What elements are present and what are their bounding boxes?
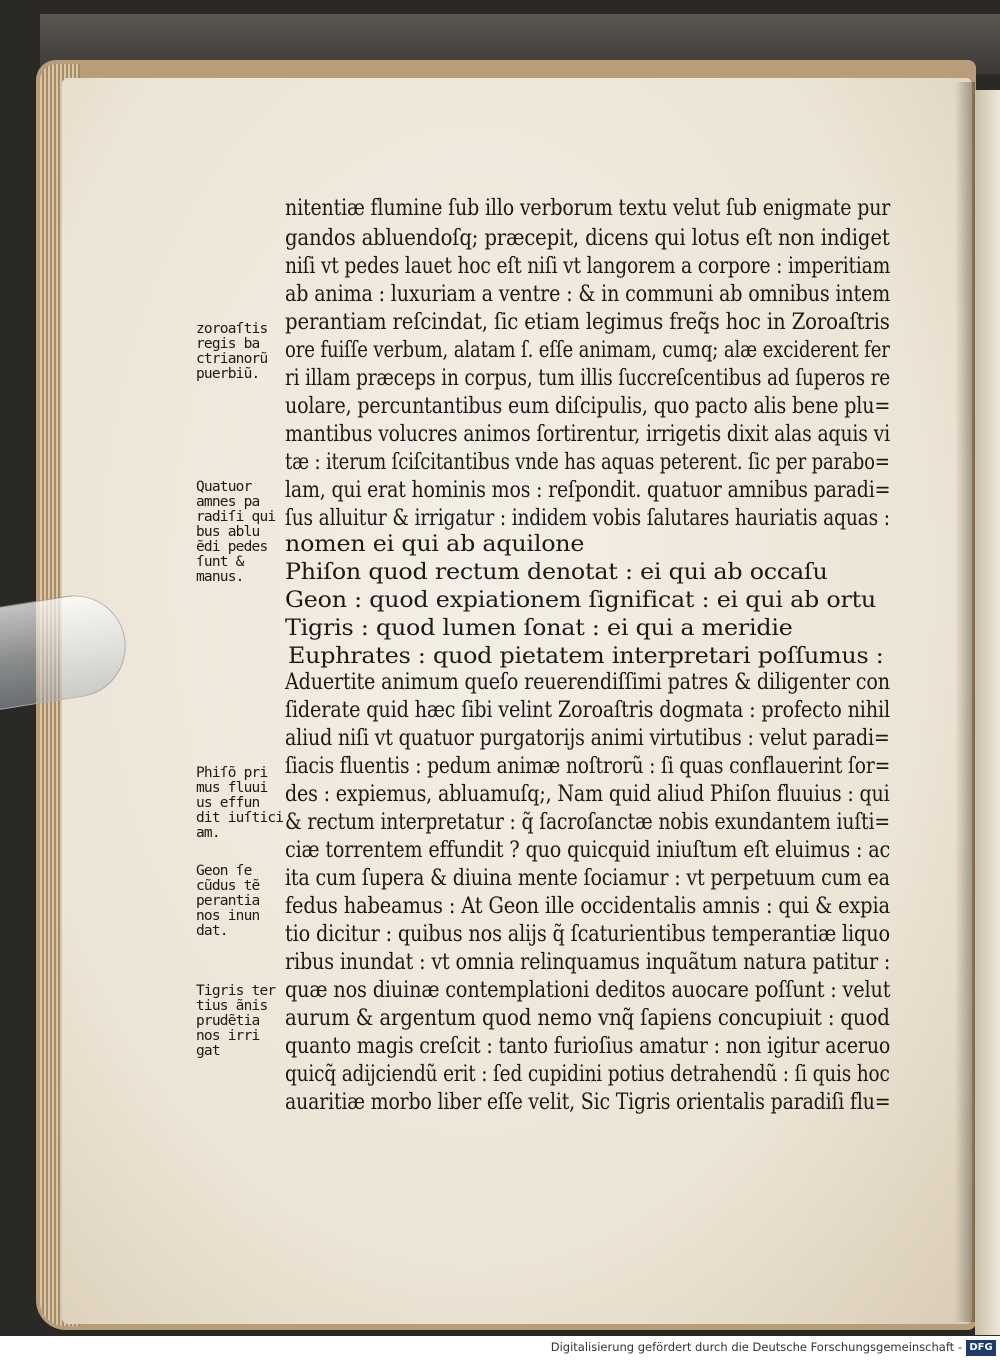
margin-note-line: prudẽtia (196, 1013, 260, 1029)
margin-note-line: nos inun (196, 908, 260, 924)
margin-note-line: dit iuſtici (196, 810, 284, 826)
text-line: niſi vt pedes lauet hoc eſt niſi vt langorem a corpore : imperitiam (285, 254, 891, 279)
margin-note-line: zoroaſtis (196, 321, 268, 337)
text-line: quæ nos diuinæ contemplationi deditos auocare poſſunt : velut (285, 978, 891, 1003)
margin-note-line: puerbiũ. (196, 366, 260, 382)
text-line: tio dicitur : quibus nos alijs q̃ ſcaturientibus temperantiæ liquo (285, 922, 890, 947)
text-line: perantiam reſcindat, ſic etiam legimus freq̃s hoc in Zoroaſtris (285, 310, 890, 335)
margin-note-line: tius ãnis (196, 998, 268, 1014)
text-line: ribus inundat : vt omnia relinquamus inquãtum natura patitur : (285, 950, 891, 975)
text-line: Tigris : quod lumen ſonat : ei qui a meridie (285, 616, 793, 641)
text-line: tæ : iterum ſciſcitantibus vnde has aquas peterent. ſic per parabo= (285, 450, 890, 475)
text-line: uolare, percuntantibus eum diſcipulis, quo pacto alis bene plu= (285, 394, 891, 419)
margin-note-line: Phiſõ pri (196, 765, 268, 781)
text-line: Phiſon quod rectum denotat : ei qui ab occaſu (285, 560, 828, 585)
text-line: lam, qui erat hominis mos : reſpondit. quatuor amnibus paradi= (285, 478, 891, 503)
text-line: ri illam præceps in corpus, tum illis ſuccreſcentibus ad ſuperos re (285, 366, 891, 391)
text-line: aurum & argentum quod nemo vnq̃ ſapiens concupiuit : quod (285, 1006, 890, 1031)
text-line: ſiacis fluentis : pedum animæ noſtrorũ : ſi quas conflauerint ſor= (285, 754, 891, 779)
text-line: ſus alluitur & irrigatur : indidem vobis ſalutares hauriatis aquas : (285, 506, 890, 531)
text-line: nomen ei qui ab aquilone (285, 532, 585, 557)
margin-note-geon (196, 864, 290, 939)
margin-note-line: perantia (196, 893, 260, 909)
digitization-credit: Digitalisierung gefördert durch die Deutsche Forschungsgemeinschaft - (550, 1340, 962, 1354)
margin-note-line: Quatuor (196, 479, 252, 495)
text-line: aliud niſi vt quatuor purgatorijs animi virtutibus : velut paradi= (285, 726, 890, 751)
margin-note-line: manus. (196, 569, 244, 585)
margin-note-line: ſunt & (196, 554, 244, 570)
margin-note-line: Geon ſe (196, 863, 252, 879)
text-line: & rectum interpretatur : q̃ ſacroſanctæ nobis exundantem iuſti= (285, 810, 890, 835)
text-line: nitentiæ flumine ſub illo verborum textu velut ſub enigmate pur (285, 196, 891, 221)
margin-note-line: cũdus tẽ (196, 878, 260, 894)
margin-note-line: dat. (196, 923, 228, 939)
text-line: fedus habeamus : At Geon ille occidentalis amnis : qui & expia (285, 894, 890, 919)
text-line: ſiderate quid hæc ſibi velint Zoroaſtris dogmata : profecto nihil (285, 698, 890, 723)
margin-note-phison (196, 766, 290, 841)
margin-note-line: am. (196, 825, 220, 841)
margin-note-line: nos irri (196, 1028, 260, 1044)
dfg-logo: DFG (966, 1340, 996, 1356)
margin-note-line: ctrianorũ (196, 351, 268, 367)
text-line: auaritiæ morbo liber eſſe velit, Sic Tigris orientalis paradiſi flu= (285, 1090, 891, 1115)
margin-note-line: amnes pa (196, 494, 260, 510)
margin-note-line: gat (196, 1043, 220, 1059)
text-line: ore fuiſſe verbum, alatam ſ. eſſe animam, cumq; alæ exciderent fer (285, 338, 890, 363)
text-line: quanto magis creſcit : tanto furioſius amatur : non igitur aceruo (285, 1034, 891, 1059)
text-line: ab anima : luxuriam a ventre : & in communi ab omnibus intem (285, 282, 891, 307)
page-gutter-shadow (955, 82, 975, 1322)
margin-note-line: Tigris ter (196, 983, 276, 999)
margin-note-line: ẽdi pedes (196, 539, 268, 555)
text-line: Aduertite animum queſo reuerendiſſimi patres & diligenter con (285, 670, 890, 695)
margin-note-line: us effun (196, 795, 260, 811)
facing-page-edge (975, 90, 1000, 1335)
margin-note-tigris (196, 984, 290, 1059)
margin-note-line: bus ablu (196, 524, 260, 540)
margin-note-line: radiſi qui (196, 509, 276, 525)
text-line: mantibus volucres animos ſortirentur, irrigetis dixit alas aquis vi (285, 422, 890, 447)
text-line: quicq̃ adijciendũ erit : ſed cupidini potius detrahendũ : ſi quis hoc (285, 1062, 890, 1087)
margin-note-line: mus fluui (196, 780, 268, 796)
text-line: Euphrates : quod pietatem interpretari poſſumus : (288, 644, 884, 669)
margin-note-zoroaster (196, 322, 290, 382)
margin-note-line: regis ba (196, 336, 260, 352)
text-line: ita cum ſupera & diuina mente ſociamur : vt perpetuum cum ea (285, 866, 890, 891)
text-line: ciæ torrentem effundit ? quo quicquid iniuſtum eſt eluimus : ac (285, 838, 891, 863)
text-line: gandos abluendoſq; præcepit, dicens qui lotus eſt non indiget (285, 226, 890, 251)
text-line: Geon : quod expiationem ſignificat : ei qui ab ortu (285, 588, 877, 613)
margin-note-four-rivers (196, 480, 290, 585)
text-line: des : expiemus, abluamuſq;, Nam quid aliud Phiſon fluuius : qui (285, 782, 890, 807)
